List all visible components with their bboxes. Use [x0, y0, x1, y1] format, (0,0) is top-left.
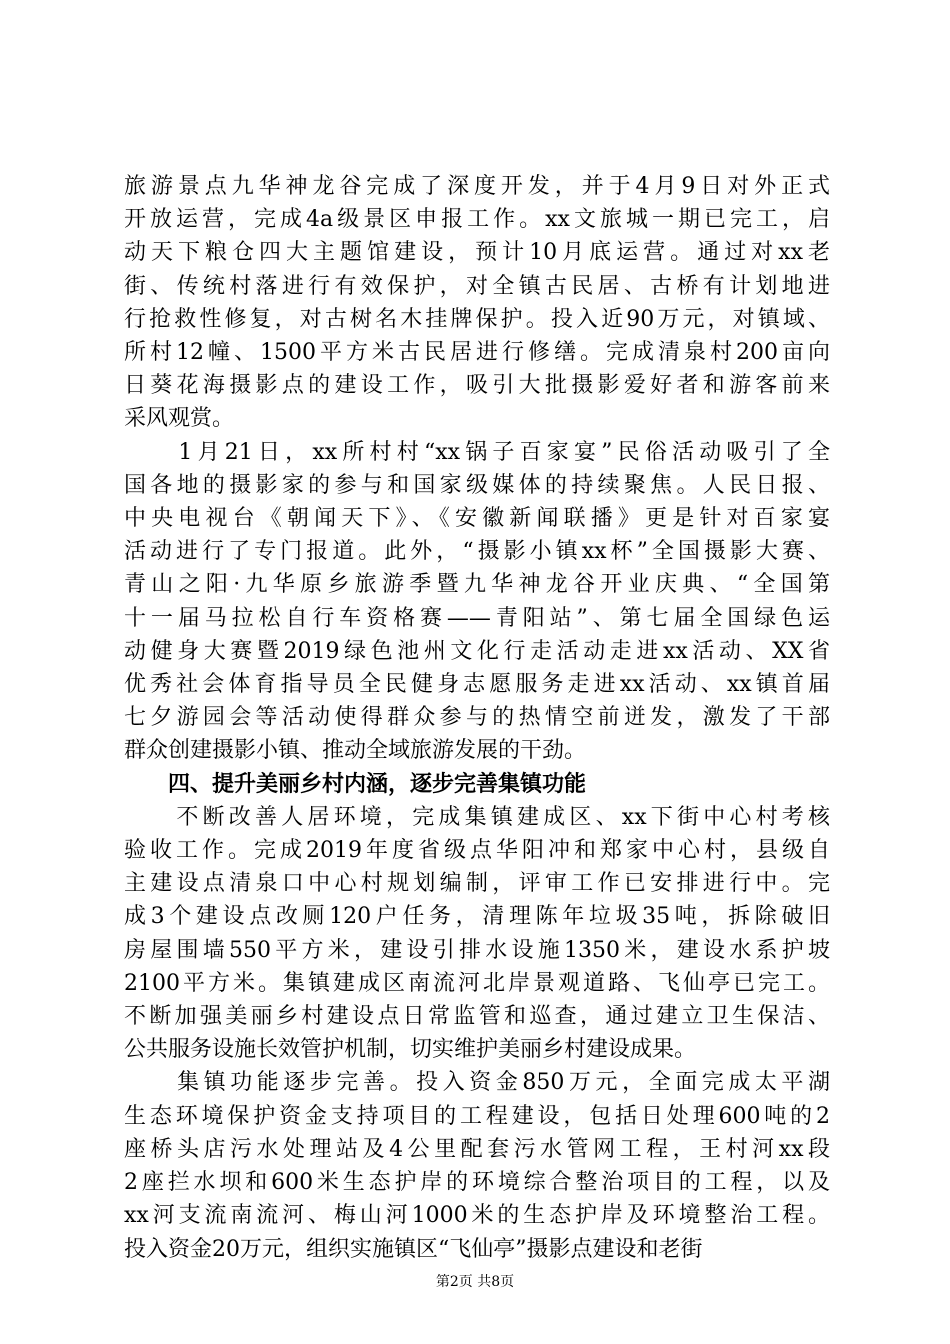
text-line: 中央电视台《朝闻天下》、《安徽新闻联播》更是针对百家宴: [124, 506, 830, 532]
text-line: 国各地的摄影家的参与和国家级媒体的持续聚焦。人民日报、: [124, 472, 830, 498]
text-line: 四、提升美丽乡村内涵，逐步完善集镇功能: [124, 770, 587, 797]
text-line: xx河支流南流河、梅山河1000米的生态护岸及环境整治工程。: [124, 1203, 830, 1229]
section-heading: [124, 768, 830, 801]
document-body: [124, 170, 830, 1266]
text-line: 活动进行了专门报道。此外，“摄影小镇xx杯”全国摄影大赛、: [124, 539, 830, 565]
text-line: 动天下粮仓四大主题馆建设，预计10月底运营。通过对xx老: [124, 240, 830, 266]
text-line: 街、传统村落进行有效保护，对全镇古民居、古桥有计划地进: [124, 273, 830, 299]
text-line: 青山之阳·九华原乡旅游季暨九华神龙谷开业庆典、“全国第: [124, 572, 830, 598]
page-footer: 第2页 共8页: [435, 1274, 515, 1290]
text-line: 不断改善人居环境，完成集镇建成区、xx下街中心村考核: [124, 804, 830, 830]
text-line: 十一届马拉松自行车资格赛——青阳站”、第七届全国绿色运: [124, 605, 830, 631]
text-line: 座桥头店污水处理站及4公里配套污水管网工程，王村河xx段: [124, 1136, 830, 1162]
text-line: 1月21日，xx所村村“xx锅子百家宴”民俗活动吸引了全: [124, 439, 830, 465]
text-line: 2100平方米。集镇建成区南流河北岸景观道路、飞仙亭已完工。: [124, 970, 830, 996]
text-line: 优秀社会体育指导员全民健身志愿服务走进xx活动、xx镇首届: [124, 672, 830, 698]
text-line: 七夕游园会等活动使得群众参与的热情空前迸发，激发了干部: [124, 705, 830, 731]
text-line: 验收工作。完成2019年度省级点华阳冲和郑家中心村，县级自: [124, 838, 830, 864]
text-line: 集镇功能逐步完善。投入资金850万元，全面完成太平湖: [124, 1070, 830, 1096]
text-line: 采风观赏。: [124, 406, 235, 432]
paragraph: [124, 801, 830, 1067]
text-line: 公共服务设施长效管护机制，切实维护美丽乡村建设成果。: [124, 1037, 697, 1063]
text-line: 生态环境保护资金支持项目的工程建设，包括日处理600吨的2: [124, 1103, 830, 1129]
text-line: 成3个建设点改厕120户任务，清理陈年垃圾35吨，拆除破旧: [124, 904, 830, 930]
text-line: 2座拦水坝和600米生态护岸的环境综合整治项目的工程，以及: [124, 1170, 830, 1196]
text-line: 旅游景点九华神龙谷完成了深度开发，并于4月9日对外正式: [124, 174, 830, 199]
text-line: 动健身大赛暨2019绿色池州文化行走活动走进xx活动、XX省: [124, 638, 830, 664]
text-line: 日葵花海摄影点的建设工作，吸引大批摄影爱好者和游客前来: [124, 373, 830, 399]
paragraph: [124, 170, 830, 436]
text-line: 开放运营，完成4a级景区申报工作。xx文旅城一期已完工，启: [124, 207, 830, 233]
text-line: 群众创建摄影小镇、推动全域旅游发展的干劲。: [124, 738, 587, 764]
text-line: 行抢救性修复，对古树名木挂牌保护。投入近90万元，对镇域、: [124, 306, 830, 332]
text-line: 投入资金20万元，组织实施镇区“飞仙亭”摄影点建设和老街: [124, 1236, 703, 1262]
paragraph: [124, 436, 830, 768]
text-line: 不断加强美丽乡村建设点日常监管和巡查，通过建立卫生保洁、: [124, 1004, 830, 1030]
text-line: 房屋围墙550平方米，建设引排水设施1350米，建设水系护坡: [124, 937, 830, 963]
text-line: 所村12幢、1500平方米古民居进行修缮。完成清泉村200亩向: [124, 340, 830, 366]
paragraph: [124, 1066, 830, 1265]
text-line: 主建设点清泉口中心村规划编制，评审工作已安排进行中。完: [124, 871, 830, 897]
